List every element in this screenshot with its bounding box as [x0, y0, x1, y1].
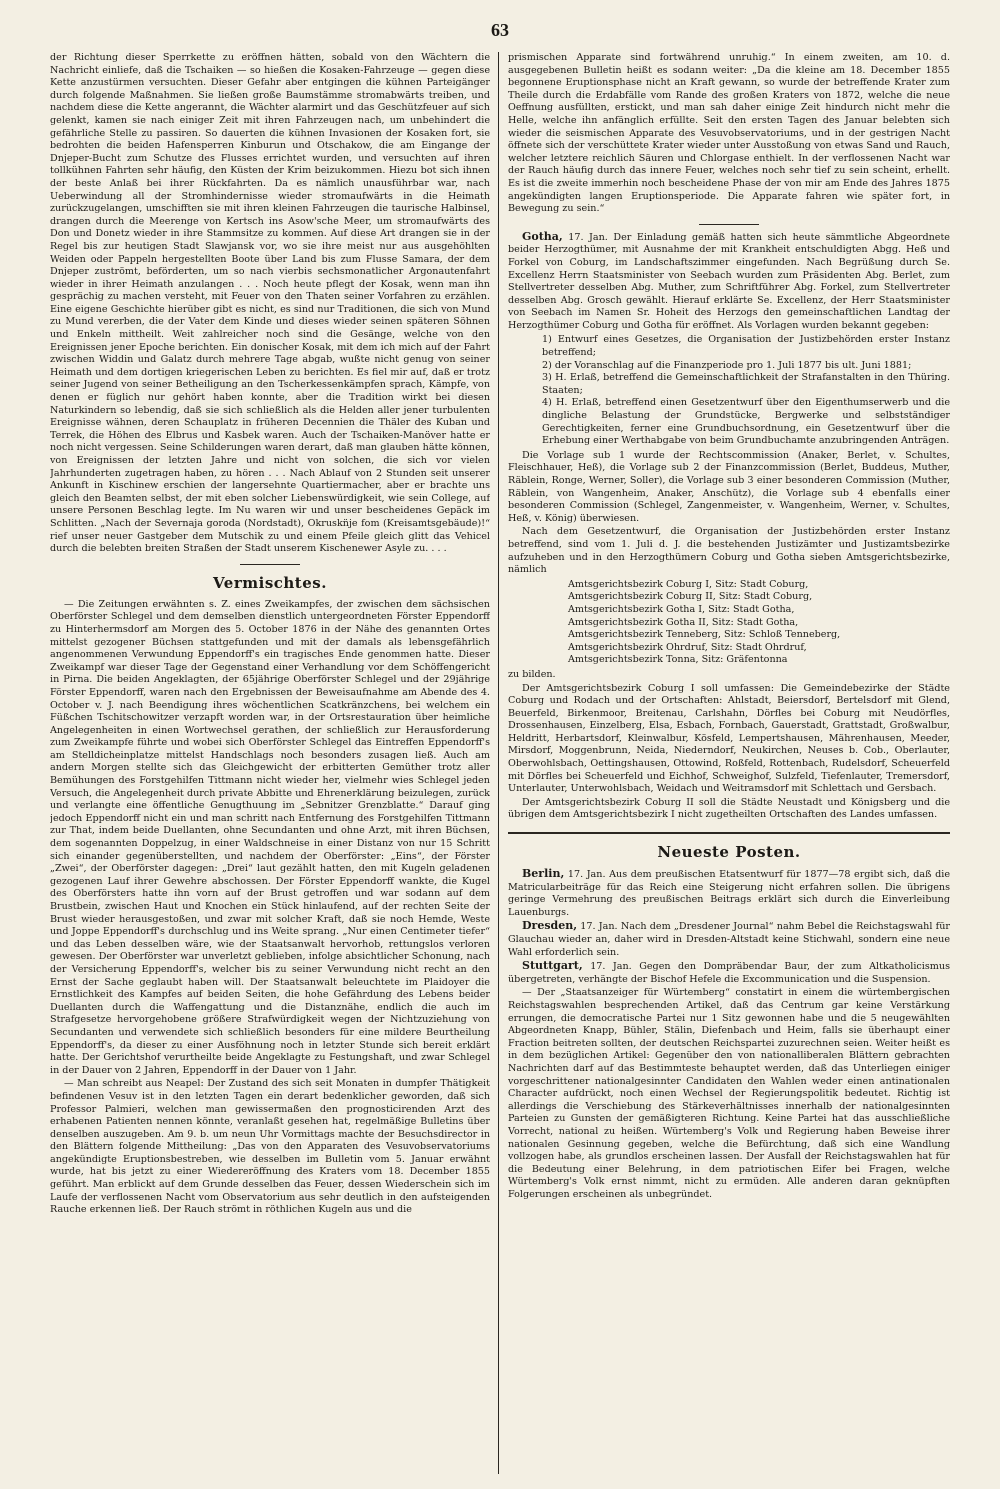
dateline-place: Stuttgart,: [522, 959, 583, 973]
column-divider: [498, 52, 499, 1474]
list-item: Amtsgerichtsbezirk Gotha II, Sitz: Stadt Gotha,: [568, 616, 799, 628]
gotha-coburg-i: Der Amtsgerichtsbezirk Coburg I soll umfassen: Die Gemeindebezirke der Städte Coburg und Rodach und der Ortschaften: Ahlstadt, Beiersdorf, Bertelsdorf mit Glend, Beuerfeld, Birkenmoor, Breitenau, Carlshahn, Dörfles bei Coburg mit Neudörfles, Drossenhausen, Einzelberg, Elsa, Esbach, Fornbach, Gauerstadt, Grattstadt, Großwalbur, Heldritt, Herbartsdorf, Kleinwalbur, Kösfeld, Lempertshausen, Mährenhausen, Meeder, Mirsdorf, Moggenbrunn, Neida, Niederndorf, Neukirchen, Neuses b. Cob., Oberlauter, Oberwohlsbach, Oettingshausen, Ottowind, Roßfeld, Rottenbach, Rudelsdorf, Scheuerfeld mit Dörfles bei Scheuerfeld und Eichhof, Schweighof, Sulzfeld, Tiefenlauter, Tremersdorf, Unterlauter, Unterwohlsbach, Weidach und Weitramsdorf mit Schlettach und Gersbach.: [508, 682, 950, 795]
gotha-article-intro: [508, 231, 950, 333]
news-item-wuertemberg: — Der „Staatsanzeiger für Würtemberg“ constatirt in einem die würtembergischen Reichstagswahlen besprechenden Artikel, daß das Centrum gar keine Verstärkung errungen, die democratische Partei nur 1 Sitz gewonnen habe und die 5 neugewählten Abgeordneten Knapp, Bühler, Stälin, Diefenbach und Heim, falls sie überhaupt einer Fraction beitreten sollten, der deutschen Reichspartei zuzurechnen seien. Weiter heißt es in dem bezüglichen Artikel: Gegenüber den von nationalliberalen Blättern gebrachten Nachrichten darf auf das Bestimmteste behauptet werden, daß das Unterliegen einiger vorgeschrittener nationalgesinnter Candidaten den Wahlen weder einen antinationalen Character aufdrückt, noch einen Wechsel der Regierungspolitik bedeutet. Richtig ist allerdings die Verschiebung des Stärkeverhältnisses innerhalb der nationalgesinnten Parteien zu Gunsten der gemäßigteren Richtung. Keine Partei hat das ausschließliche Vorrecht, national zu heißen. Würtemberg's Volk und Regierung haben Beweise ihrer nationalen Gesinnung gegeben, welche die Befürchtung, daß sich eine Wandlung vollzogen habe, als grundlos erscheinen lassen. Der Ausfall der Reichstagswahlen hat für die Bedeutung einer Belehrung, in dem patriotischen Eifer bei Fragen, welche Würtemberg's Volk ernst nimmt, nicht zu ermüden. Alle anderen daran geknüpften Folgerungen erscheinen als unbegründet.: [508, 987, 950, 1200]
list-item: Amtsgerichtsbezirk Tenneberg, Sitz: Schloß Tenneberg,: [568, 629, 841, 641]
amtsgerichtsbezirke-list: [568, 579, 950, 667]
dateline-date: 17. Jan.: [567, 869, 606, 881]
section-rule: [508, 832, 950, 834]
dateline-date: 17. Jan.: [580, 921, 618, 933]
dateline-date: 17. Jan.: [568, 231, 608, 243]
vesuv-continuation: prismischen Apparate sind fortwährend unruhig.“ In einem zweiten, am 10. d. ausgegebenen Bulletin heißt es sodann weiter: „Da die kleine am 18. December 1855 begonnene Eruptionsphase nicht an Kraft gewann, so wurde der betreffende Krater zum Theile durch die Erdabfälle vom Rande des großen Kraters von 1872, welche die neue Oeffnung ausfüllten, erstickt, und man sah daher einige Zeit hindurch nicht mehr die Helle, welche ihn anfänglich erfüllte. Seit den ersten Tagen des Januar belebten sich wieder die seismischen Apparate des Vesuvobservatoriums, und in der gestrigen Nacht öffnete sich der verschüttete Krater wieder unter Ausstoßung von etwas Sand und Rauch, welcher letztere reichlich Säuren und Chlorgase enthielt. In der verflossenen Nacht war der Rauch häufig durch das innere Feuer, welches noch sehr tief zu sein scheint, erhellt. Es ist die zweite immerhin noch bescheidene Phase der von mir am Ende des Jahres 1875 angekündigten langen Eruptionsperiode. Die Apparate fahren wie später fort, in Bewegung zu sein.“: [508, 52, 950, 215]
dateline-place: Berlin,: [522, 867, 565, 881]
gotha-coburg-ii: Der Amtsgerichtsbezirk Coburg II soll die Städte Neustadt und Königsberg und die übrigen dem Amtsgerichtsbezirk I nicht zugetheilten Ortschaften des Landes umfassen.: [508, 796, 950, 821]
gotha-entwurf: Nach dem Gesetzentwurf, die Organisation der Justizbehörden erster Instanz betreffend, sind vom 1. Juli d. J. die bestehenden Justizämter und Justizamtsbezirke aufzuheben und in den Herzogthümern Coburg und Gotha sieben Amtsgerichtsbezirke, nämlich: [508, 526, 950, 576]
news-item-stuttgart: [508, 960, 950, 986]
section-heading-neueste-posten: Neueste Posten.: [657, 843, 801, 862]
vorlagen-list: [508, 334, 950, 447]
section-heading-vermischtes: Vermischtes.: [213, 573, 327, 592]
list-item: Amtsgerichtsbezirk Ohrdruf, Sitz: Stadt Ohrdruf,: [568, 641, 807, 653]
list-item: 4) H. Erlaß, betreffend einen Gesetzentwurf über den Eigenthumserwerb und die dingliche Belastung der Grundstücke, Bergwerke und selbstständiger Gerechtigkeiten, ferner eine Grundbuchsordnung, ein Gesetzentwurf über die Erhebung einer Werthabgabe von beim Grundbuchamte anzubringenden Anträgen.: [542, 397, 950, 447]
list-item: Amtsgerichtsbezirk Coburg I, Sitz: Stadt Coburg,: [568, 578, 809, 590]
gotha-intro-text: Der Einladung gemäß hatten sich heute sämmtliche Abgeordnete beider Herzogthümer, mit Ausnahme der mit Krankheit entschuldigten Abgg. Heß und Forkel von Coburg, im Landschaftszimmer eingefunden. Nach Begrüßung durch Se. Excellenz Herrn Staatsminister von Seebach wurden zum Präsidenten Abg. Berlet, zum Stellvertreter desselben Abg. Muther, zum Schriftführer Abg. Forkel, zum Stellvertreter desselben Abg. Grosch gewählt. Hierauf erklärte Se. Excellenz, der Herr Staatsminister von Seebach im Namen Sr. Hoheit des Herzogs den gemeinschaftlichen Landtag der Herzogthümer Coburg und Gotha für eröffnet. Als Vorlagen wurden bekannt gegeben:: [508, 231, 950, 331]
article-divider: [699, 224, 759, 225]
article-vesuv: — Man schreibt aus Neapel: Der Zustand des sich seit Monaten in dumpfer Thätigkeit befindenen Vesuv ist in den letzten Tagen ein derart bedenklicher geworden, daß sich Professor Palmieri, welchen man gewissermaßen den prognosticirenden Arzt des erhabenen Patienten nennen könnte, veranlaßt gesehen hat, regelmäßige Bulletins über denselben auszugeben. Am 9. b. um neun Uhr Vormittags machte der Besuchsdirector in den Blättern folgende Mittheilung: „Das von den Apparaten des Vesuvobservatoriums angekündigte Eruptionsbestreben, wie desselben im Bulletin vom 5. Januar erwähnt wurde, hat bis jetzt zu einer Wiedereröffnung des Kraters vom 18. December 1855 geführt. Man erblickt auf dem Grunde desselben das Feuer, dessen Wiederschein sich im Laufe der verflossenen Nacht vom Observatorium aus sehr deutlich in den aufsteigenden Rauche erkennen ließ. Der Rauch strömt in röthlichen Kugeln aus und die: [50, 1078, 490, 1216]
list-item: Amtsgerichtsbezirk Tonna, Sitz: Gräfentonna: [568, 654, 788, 666]
left-column: [50, 52, 490, 1474]
dateline-place: Gotha,: [522, 229, 563, 243]
news-text: Aus dem preußischen Etatsentwurf für 1877—78 ergibt sich, daß die Matricularbeiträge für das Reich eine Steigerung nicht erfahren sollen. Die übrigens geringe Vermehrung des preußischen Beitrags erklärt sich durch die Einverleibung Lauenburgs.: [508, 869, 950, 918]
right-column: [508, 52, 950, 1474]
article-duel: — Die Zeitungen erwähnten s. Z. eines Zweikampfes, der zwischen dem sächsischen Oberförster Schlegel und dem demselben dienstlich untergeordneten Förster Eppendorff zu Hinterhermsdorf am Morgen des 5. October 1876 in der Nähe des genannten Ortes mittelst gezogener Büchsen stattgefunden und mit der damals als lebensgefährlich angenommenen Verwundung Eppendorff's ein tragisches Ende genommen hatte. Dieser Zweikampf war dieser Tage der Gegenstand einer Verhandlung vor dem Schöffengericht in Pirna. Die beiden Angeklagten, der 65jährige Oberförster Schlegel und der 29jährige Förster Eppendorff, waren nach den Ergebnissen der Beweisaufnahme am Abende des 4. October v. J. nach Beendigung ihres wöchentlichen Scatkränzchens, bei welchem ein Füßchen Tschitschowitzer verzapft worden war, in der Ortsrestauration über heimliche Angelegenheiten in einen Wortwechsel gerathen, der schließlich zur Herausforderung zum Zweikampfe führte und wobei sich Oberförster Schlegel das Eintreffen Eppendorff's am Stelldicheinplatze mittelst Handschlags noch besonders zusagen ließ. Auch am andern Morgen stellte sich das Gleichgewicht der erbitterten Gemüther trotz aller Bemühungen des Forstgehilfen Tittmann nicht wieder her, vielmehr wies Schlegel jeden Versuch, die Angelegenheit durch private Abbitte und Ehrenerklärung beizulegen, zurück und verlangte eine öffentliche Genugthuung im „Sebnitzer Grenzblatte.“ Darauf ging jedoch Eppendorff nicht ein und man schritt nach Entfernung des Forstgehilfen Tittmann zur That, indem beide Duellanten, ohne Secundanten und ohne Arzt, mit ihren Büchsen, dem sogenannten Doppelzug, in einer Waldschneise in einer Distanz von nur 15 Schritt sich einander gegenüberstellten, und nachdem der Oberförster: „Eins“, der Förster „Zwei“, der Oberförster dagegen: „Drei“ laut gezählt hatten, den mit Kugeln geladenen gezogenen Lauf ihrer Gewehre abschossen. Der Förster Eppendorff wankte, die Kugel des Oberförsters hatte ihn vorn auf der Brust getroffen und war sodann auf dem Brustbein, zwischen Haut und Knochen ein Stück hinlaufend, auf der rechten Seite der Brust wieder herausgestoßen, und zwar mit solcher Kraft, daß sie noch Hemde, Weste und Joppe Eppendorff's durchschlug und ins Weite sprang. „Nur einen Centimeter tiefer“ und das Leben desselben wäre, wie der Staatsanwalt hervorhob, rettungslos verloren gewesen. Der Oberförster war unverletzt geblieben, infolge absichtlicher Schonung, nach der Versicherung Eppendorff's, welcher bis zu seiner Verwundung nicht recht an den Ernst der Sache geglaubt haben will. Der Staatsanwalt beleuchtete im Plaidoyer die Ernstlichkeit des Kampfes auf beiden Seiten, die hohe Gefährdung des Lebens beider Duellanten durch die Waffengattung und die Distanznähe, endlich die auch im Strafgesetze hervorgehobene größere Strafwürdigkeit wegen der Nichtzuziehung von Secundanten und verwendete sich schließlich besonders für eine mildere Beurtheilung Eppendorff's, da dieser zu einer Ausföhnung noch in letzter Stunde sich bereit erklärt hatte. Der Gerichtshof verurtheilte beide Angeklagte zu Festungshaft, und zwar Schlegel in der Dauer von 2 Jahren, Eppendorff in der Dauer von 1 Jahr.: [50, 598, 490, 1076]
gotha-zu-bilden: zu bilden.: [508, 668, 556, 680]
section-divider: [240, 564, 300, 565]
list-item: 2) der Voranschlag auf die Finanzperiode pro 1. Juli 1877 bis ult. Juni 1881;: [542, 359, 912, 371]
dateline-place: Dresden,: [522, 919, 578, 933]
dateline-date: 17. Jan.: [590, 961, 632, 973]
list-item: Amtsgerichtsbezirk Coburg II, Sitz: Stadt Coburg,: [568, 591, 813, 603]
news-item-dresden: [508, 920, 950, 959]
news-text: Nach dem „Dresdener Journal“ nahm Bebel die Reichstagswahl für Glauchau wieder an, daher wird in Dresden-Altstadt keine Stichwahl, sondern eine neue Wahl erforderlich sein.: [508, 921, 950, 958]
news-text: Gegen den Dompräbendar Baur, der zum Altkatholicismus übergetreten, verhängte der Bischof Hefele die Excommunication und die Suspension.: [508, 961, 950, 985]
news-item-berlin: [508, 868, 950, 919]
article-continuation: der Richtung dieser Sperrkette zu eröffnen hätten, sobald von den Wächtern die Nachricht einliefe, daß die Tschaiken — so hießen die Kosaken-Fahrzeuge — gegen diese Kette anzustürmen versuchten. Dieser Gefahr aber entgingen die kühnen Parteigänger durch folgende Maßnahmen. Sie ließen große Baumstämme stromabwärts treiben, und nachdem diese die Kette angerannt, die Wächter alarmirt und das Geschützfeuer auf sich gelenkt, kamen sie nach einiger Zeit mit ihren Fahrzeugen nach, um unbehindert die gefährliche Stelle zu passiren. So dauerten die kühnen Invasionen der Kosaken fort, sie bedrohten die beiden Hafensperren Kinburun und Otschakow, die am Eingange der Dnjeper-Bucht zum Schutze des Flusses errichtet wurden, und versuchten auf ihren tollkühnen Fahrten sehr häufig, den Küsten der Krim beizukommen. Hiezu bot sich ihnen der beste Anlaß bei ihrer Rückfahrten. Da es nämlich unausführbar war, nach Ueberwindung all der Stromhindernisse wieder stromaufwärts in die Heimath zurückzugelangen, umschifften sie mit ihren kleinen Fahrzeugen die taurische Halbinsel, drangen durch die Meerenge von Kertsch ins Asow'sche Meer, um stromaufwärts des Don und Donetz wieder in ihre Stammsitze zu kommen. Auf diese Art drangen sie in der Regel bis zur heutigen Stadt Slawjansk vor, wo sie ihre meist nur aus ausgehöhlten Weiden oder Pappeln hergestellten Boote über Land bis zum Flusse Samara, der dem Dnjeper zuströmt, beförderten, um so nach vierbis sechsmonatlicher Argonautenfahrt wieder in ihrer Heimath anzulangen . . . Noch heute pflegt der Kosak, wenn man ihn gesprächig zu machen versteht, mit Feuer von den Thaten seiner Vorfahren zu erzählen. Eine eigene Geschichte hierüber gibt es nicht, es sind nur Traditionen, die sich von Mund zu Mund vererben, die der Vater dem Kinde und dieses wieder seinen späteren Söhnen und Enkeln mittheilt. Weit zahlreicher noch sind die Gesänge, welche von den Ereignissen jener Epoche berichten. Ein donischer Kosak, mit dem ich mich auf der Fahrt zwischen Widdin und Galatz durch mehrere Tage abgab, wußte nicht genug von seiner Heimath und dem dortigen kriegerischen Leben zu berichten. Es fiel mir auf, daß er trotz seiner Jugend von seiner Betheiligung an den Tscherkessenkämpfen sprach, Kämpfe, von denen er füglich nur gehört haben konnte, aber die Tradition wirkt bei diesen Naturkindern so lebendig, daß sie sich schließlich als die Helden aller jener turbulenten Ereignisse wähnen, deren Schauplatz in früheren Decennien die Thäler des Kuban und Terrek, die Höhen des Elbrus und Kasbek waren. Auch der Tschaiken-Manöver hatte er noch nicht vergessen. Seine Schilderungen waren derart, daß man glauben hätte können, von Ereignissen der letzten Jahre und nicht von solchen, die sich vor vielen Jahrhunderten zugetragen haben, zu hören . . . Nach Ablauf von 2 Stunden seit unserer Ankunft in Kischinew erschien der langersehnte Quartiermacher, aber er brachte uns gleich den Beamten selbst, der mit eben solcher Liebenswürdigkeit, wie sein College, auf unsere Personen Beschlag legte. Im Nu waren wir und unser bescheidenes Gepäck im Schlitten. „Nach der Severnaja goroda (Nordstadt), Okruskn̈je fom (Kreisamtsgebäude)!“ rief unser neuer Gastgeber dem Mutschik zu und einem Pfeile gleich glitt das Vehicel durch die belebten breiten Straßen der Stadt unserem Kischenewer Asyle zu. . . .: [50, 52, 490, 555]
list-item: 1) Entwurf eines Gesetzes, die Organisation der Justizbehörden erster Instanz betreffend;: [542, 334, 950, 359]
list-item: 3) H. Erlaß, betreffend die Gemeinschaftlichkeit der Strafanstalten in den Thüring. Staaten;: [542, 372, 950, 396]
list-item: Amtsgerichtsbezirk Gotha I, Sitz: Stadt Gotha,: [568, 603, 795, 615]
page-number: 63: [491, 20, 509, 40]
gotha-verteilung: Die Vorlage sub 1 wurde der Rechtscommission (Anaker, Berlet, v. Schultes, Fleischhauer, Heß), die Vorlage sub 2 der Finanzcommission (Berlet, Buddeus, Muther, Räblein, Ronge, Werner, Soller), die Vorlage sub 3 einer besonderen Commission (Muther, Räblein, von Wangenheim, Anaker, Anschütz), die Vorlage sub 4 ebenfalls einer besonderen Commission (Schlegel, Zangenmeister, v. Wangenheim, Werner, v. Schultes, Heß, v. König) überwiesen.: [508, 449, 950, 524]
